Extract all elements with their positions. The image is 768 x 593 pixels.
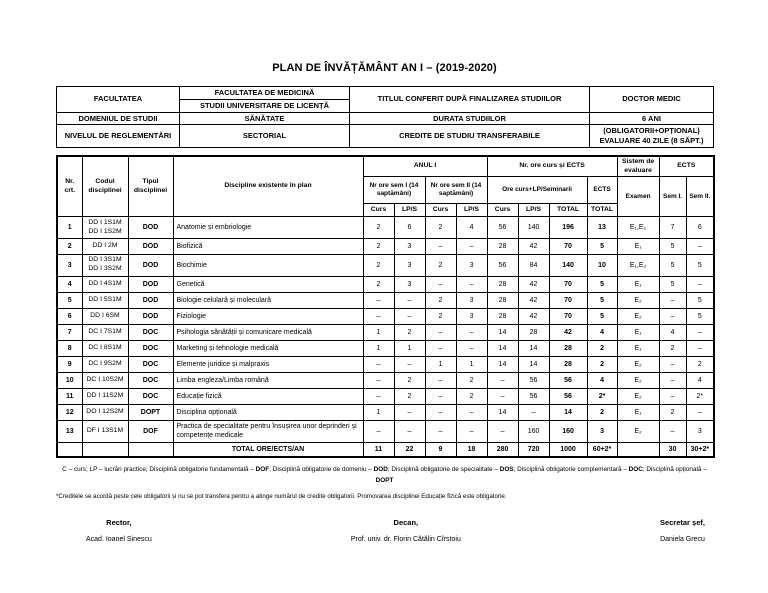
legend-abbreviation: DOS	[499, 466, 514, 474]
info-row-nivelul	[57, 125, 714, 148]
ects-sem2-cell: –	[686, 324, 714, 340]
examen-cell: E₁	[617, 276, 659, 292]
ore-curs-cell: 56	[487, 254, 518, 276]
legend-text: ; Disciplină obligatorie de specialitate –	[387, 466, 500, 474]
sem1-curs-cell: –	[363, 372, 394, 388]
examen-cell: E₁	[617, 404, 659, 420]
total-ore-lps: 720	[518, 442, 549, 457]
group-header-ects: ECTS	[659, 156, 714, 177]
sem1-curs-cell: 2	[363, 276, 394, 292]
sem2-lps-cell: –	[456, 276, 487, 292]
total-sem1: 30	[659, 442, 686, 457]
discipline-type-cell: DOC	[128, 340, 173, 356]
ore-total-cell: 28	[549, 356, 587, 372]
total-ects-total: 60+2*	[587, 442, 617, 457]
discipline-code-cell: DC I 8S1M	[82, 340, 128, 356]
facultatea-value-line1: FACULTATEA DE MEDICINĂ	[180, 87, 350, 100]
group-header-nr-ore-ects: Nr. ore curs și ECTS	[487, 156, 617, 177]
discipline-name-cell: Biologie celulară și moleculară	[173, 292, 363, 308]
ects-sem1-cell: –	[659, 292, 686, 308]
sem2-lps-cell: 2	[456, 372, 487, 388]
discipline-type-cell: DOF	[128, 420, 173, 442]
sem1-lps-cell: 1	[394, 340, 425, 356]
row-number-cell: 2	[57, 238, 82, 254]
table-row	[57, 254, 714, 276]
total-ore-total: 1000	[549, 442, 587, 457]
ects-sem1-cell: 4	[659, 324, 686, 340]
row-number-cell: 7	[57, 324, 82, 340]
rector-role: Rector,	[106, 518, 132, 528]
ore-total-cell: 56	[549, 388, 587, 404]
sem2-curs-cell: –	[425, 388, 456, 404]
col-header-ore-lps: LP/S	[518, 204, 549, 217]
total-ore-curs: 280	[487, 442, 518, 457]
sem2-curs-cell: –	[425, 404, 456, 420]
row-number-cell: 9	[57, 356, 82, 372]
sem2-curs-cell: 2	[425, 254, 456, 276]
total-s2-curs: 9	[425, 442, 456, 457]
decan-role: Decan,	[393, 518, 419, 528]
sem2-curs-cell: 1	[425, 356, 456, 372]
sem2-curs-cell: –	[425, 372, 456, 388]
ore-lps-cell: 42	[518, 276, 549, 292]
col-header-s1-curs: Curs	[363, 204, 394, 217]
total-label: TOTAL ORE/ECTS/AN	[173, 442, 363, 457]
ore-curs-cell: 56	[487, 217, 518, 239]
sem1-lps-cell: 3	[394, 238, 425, 254]
sem1-curs-cell: 2	[363, 217, 394, 239]
table-row	[57, 308, 714, 324]
discipline-name-cell: Marketing și tehnologie medicală	[173, 340, 363, 356]
ects-sem1-cell: 2	[659, 404, 686, 420]
discipline-code-cell: DD I 4S1M	[82, 276, 128, 292]
total-s1-lps: 22	[394, 442, 425, 457]
legend-abbreviation: DOD	[373, 466, 388, 474]
sem2-curs-cell: –	[425, 238, 456, 254]
total-row	[57, 442, 714, 457]
row-number-cell: 6	[57, 308, 82, 324]
credite-value	[590, 125, 714, 148]
ore-curs-cell: 14	[487, 404, 518, 420]
domeniul-value: SĂNĂTATE	[180, 112, 350, 125]
examen-cell: E₂	[617, 356, 659, 372]
sem1-lps-cell: –	[394, 404, 425, 420]
discipline-type-cell: DOD	[128, 292, 173, 308]
ore-total-cell: 140	[549, 254, 587, 276]
sem1-lps-cell: –	[394, 308, 425, 324]
ects-sem1-cell: 5	[659, 238, 686, 254]
discipline-name-cell: Anatomie și embriologie	[173, 217, 363, 239]
sem1-curs-cell: –	[363, 420, 394, 442]
ects-total-cell: 4	[587, 372, 617, 388]
examen-cell: E₁	[617, 340, 659, 356]
ore-lps-cell: 42	[518, 308, 549, 324]
credite-value-line1: (OBLIGATORII+OPȚIONAL)	[603, 126, 700, 136]
table-row	[57, 217, 714, 239]
sem2-curs-cell: –	[425, 324, 456, 340]
secretar-name: Daniela Grecu	[660, 536, 705, 544]
ects-sem2-cell: –	[686, 404, 714, 420]
discipline-type-cell: DOC	[128, 388, 173, 404]
signature-rector	[86, 518, 152, 543]
ore-curs-cell: 28	[487, 238, 518, 254]
discipline-code-cell: DC I 9S2M	[82, 356, 128, 372]
col-header-sem2-ore: Nr ore sem II (14 saptămâni)	[425, 177, 487, 204]
table-row	[57, 238, 714, 254]
credit-note: *Creditele se acordă peste cele obligatorii și nu se pot transfera pentru a atinge numărul de credite obligatorii. Promovarea disciplinei Educație fizică este obligatorie.	[56, 492, 507, 500]
sem2-lps-cell: –	[456, 420, 487, 442]
col-header-tip: Tipul disciplinei	[128, 156, 173, 217]
nivelul-label: NIVELUL DE REGLEMENTĂRI	[57, 125, 180, 148]
col-header-sem1-ore: Nr ore sem I (14 saptămâni)	[363, 177, 425, 204]
group-header-sistem-evaluare: Sistem de evaluare	[617, 156, 659, 177]
ore-curs-cell: 28	[487, 276, 518, 292]
col-header-examen: Examen	[617, 177, 659, 217]
legend-abbreviation: DOC	[628, 466, 643, 474]
table-row	[57, 388, 714, 404]
ore-total-cell: 70	[549, 238, 587, 254]
ects-total-cell: 3	[587, 420, 617, 442]
col-header-s2-curs: Curs	[425, 204, 456, 217]
facultatea-label: FACULTATEA	[57, 87, 180, 113]
examen-cell: E₂	[617, 292, 659, 308]
examen-cell: E₁	[617, 238, 659, 254]
col-header-ore-curs: Curs	[487, 204, 518, 217]
ore-lps-cell: 140	[518, 217, 549, 239]
table-row	[57, 404, 714, 420]
sem1-lps-cell: 2	[394, 372, 425, 388]
ore-lps-cell: 42	[518, 238, 549, 254]
ects-sem2-cell: 2	[686, 356, 714, 372]
discipline-code-cell: DD I 2M	[82, 238, 128, 254]
sem2-curs-cell: –	[425, 340, 456, 356]
table-row	[57, 420, 714, 442]
legend-abbreviation: DOPT	[375, 476, 394, 484]
ects-sem2-cell: 2*	[686, 388, 714, 404]
sem1-curs-cell: 2	[363, 238, 394, 254]
ore-lps-cell: 28	[518, 324, 549, 340]
ects-sem1-cell: 5	[659, 254, 686, 276]
header-row-groups	[57, 156, 714, 177]
discipline-name-cell: Limba engleza/Limba română	[173, 372, 363, 388]
sem1-curs-cell: –	[363, 292, 394, 308]
ore-lps-cell: 160	[518, 420, 549, 442]
signatures	[56, 518, 713, 543]
total-empty-cod	[82, 442, 128, 457]
info-row-domeniul	[57, 112, 714, 125]
examen-cell: E₁	[617, 324, 659, 340]
signature-decan	[351, 518, 461, 543]
table-row	[57, 292, 714, 308]
ects-sem1-cell: 5	[659, 276, 686, 292]
ore-curs-cell: –	[487, 388, 518, 404]
ects-sem2-cell: 3	[686, 420, 714, 442]
ects-total-cell: 5	[587, 276, 617, 292]
sem1-lps-cell: 2	[394, 388, 425, 404]
discipline-type-cell: DOPT	[128, 404, 173, 420]
sem2-curs-cell: –	[425, 276, 456, 292]
signature-secretar	[660, 518, 705, 543]
sem2-curs-cell: 2	[425, 292, 456, 308]
ore-curs-cell: 14	[487, 324, 518, 340]
total-empty-nr	[57, 442, 82, 457]
discipline-type-cell: DOC	[128, 356, 173, 372]
sem1-lps-cell: –	[394, 420, 425, 442]
sem2-lps-cell: –	[456, 340, 487, 356]
titlu-conferit-value: DOCTOR MEDIC	[590, 87, 714, 113]
row-number-cell: 3	[57, 254, 82, 276]
discipline-name-cell: Elemente juridice și malpraxis	[173, 356, 363, 372]
total-s2-lps: 18	[456, 442, 487, 457]
sem2-curs-cell: 2	[425, 308, 456, 324]
discipline-name-cell: Biochimie	[173, 254, 363, 276]
col-header-disciplina: Discipline existente în plan	[173, 156, 363, 217]
ects-sem2-cell: –	[686, 340, 714, 356]
examen-cell: E₂	[617, 372, 659, 388]
info-row-facultatea	[57, 87, 714, 100]
legend-text: ; Disciplină obligatorie complementară –	[513, 466, 629, 474]
legend-abbreviation: DOF	[255, 466, 270, 474]
page-title: PLAN DE ÎNVĂȚĂMÂNT AN I – (2019-2020)	[272, 62, 497, 74]
examen-cell: E₂	[617, 388, 659, 404]
credite-value-line2: EVALUARE 40 ZILE (8 SĂPT.)	[599, 136, 704, 145]
examen-cell: E₁,E₂	[617, 254, 659, 276]
sem2-lps-cell: –	[456, 238, 487, 254]
durata-value: 6 ANI	[590, 112, 714, 125]
ects-sem2-cell: 5	[686, 254, 714, 276]
col-header-s1-lps: LP/S	[394, 204, 425, 217]
sem2-lps-cell: –	[456, 404, 487, 420]
discipline-code-cell: DD I 11S2M	[82, 388, 128, 404]
ects-sem2-cell: 5	[686, 308, 714, 324]
discipline-code-cell: DD I 5S1M	[82, 292, 128, 308]
table-row	[57, 340, 714, 356]
discipline-type-cell: DOD	[128, 276, 173, 292]
row-number-cell: 1	[57, 217, 82, 239]
sem1-lps-cell: –	[394, 292, 425, 308]
ore-curs-cell: –	[487, 372, 518, 388]
ects-total-cell: 5	[587, 308, 617, 324]
sem2-lps-cell: 3	[456, 292, 487, 308]
discipline-name-cell: Psihologia sănătății și comunicare medicală	[173, 324, 363, 340]
ects-sem1-cell: –	[659, 388, 686, 404]
ore-lps-cell: 56	[518, 372, 549, 388]
titlu-conferit-label: TITLUL CONFERIT DUPĂ FINALIZAREA STUDIILOR	[350, 87, 590, 113]
ects-total-cell: 5	[587, 238, 617, 254]
discipline-name-cell: Genetică	[173, 276, 363, 292]
ore-lps-cell: 14	[518, 356, 549, 372]
row-number-cell: 5	[57, 292, 82, 308]
col-header-ects-mid: ECTS	[587, 177, 617, 204]
ore-lps-cell: 14	[518, 340, 549, 356]
nivelul-value: SECTORIAL	[180, 125, 350, 148]
discipline-type-cell: DOD	[128, 217, 173, 239]
discipline-name-cell: Biofizică	[173, 238, 363, 254]
ects-sem2-cell: 4	[686, 372, 714, 388]
discipline-type-cell: DOD	[128, 254, 173, 276]
ects-total-cell: 2*	[587, 388, 617, 404]
sem1-lps-cell: 6	[394, 217, 425, 239]
ects-sem1-cell: –	[659, 372, 686, 388]
ects-total-cell: 2	[587, 404, 617, 420]
col-header-sem1: Sem I.	[659, 177, 686, 217]
decan-name: Prof. univ. dr. Florin Cătălin Cîrstoiu	[350, 536, 461, 544]
total-s1-curs: 11	[363, 442, 394, 457]
ore-total-cell: 56	[549, 372, 587, 388]
discipline-name-cell: Disciplina opțională	[173, 404, 363, 420]
discipline-code-cell: DF I 13S1M	[82, 420, 128, 442]
table-row	[57, 356, 714, 372]
ore-curs-cell: 14	[487, 356, 518, 372]
sem1-curs-cell: –	[363, 308, 394, 324]
row-number-cell: 4	[57, 276, 82, 292]
sem1-curs-cell: 2	[363, 254, 394, 276]
col-header-cod: Codul disciplinei	[82, 156, 128, 217]
row-number-cell: 10	[57, 372, 82, 388]
credite-label: CREDITE DE STUDIU TRANSFERABILE	[350, 125, 590, 148]
ects-sem2-cell: 6	[686, 217, 714, 239]
sem1-lps-cell: –	[394, 356, 425, 372]
secretar-role: Secretar șef,	[659, 518, 705, 528]
col-header-s2-lps: LP/S	[456, 204, 487, 217]
legend-text: C – curs; LP – lucrări practice; Disciplină obligatorie fundamentală –	[62, 466, 256, 474]
ore-total-cell: 160	[549, 420, 587, 442]
sem2-lps-cell: –	[456, 324, 487, 340]
sem2-curs-cell: 2	[425, 217, 456, 239]
domeniul-label: DOMENIUL DE STUDII	[57, 112, 180, 125]
table-row	[57, 324, 714, 340]
col-header-nr-crt: Nr. crt.	[57, 156, 82, 217]
discipline-code-cell: DD I 6SM	[82, 308, 128, 324]
discipline-code-cell: DC I 7S1M	[82, 324, 128, 340]
ects-total-cell: 2	[587, 356, 617, 372]
ects-sem1-cell: –	[659, 356, 686, 372]
ore-curs-cell: 14	[487, 340, 518, 356]
legend-text: ; Disciplină opțională –	[642, 466, 707, 474]
col-header-ore-total: TOTAL	[549, 204, 587, 217]
ects-total-cell: 5	[587, 292, 617, 308]
sem2-lps-cell: 3	[456, 254, 487, 276]
ore-total-cell: 70	[549, 276, 587, 292]
durata-label: DURATA STUDIILOR	[350, 112, 590, 125]
total-examen	[617, 442, 659, 457]
discipline-name-cell: Educație fizică	[173, 388, 363, 404]
row-number-cell: 13	[57, 420, 82, 442]
table-row	[57, 276, 714, 292]
total-sem2: 30+2*	[686, 442, 714, 457]
ore-lps-cell: –	[518, 404, 549, 420]
sem2-lps-cell: 4	[456, 217, 487, 239]
discipline-code-cell: DD I 1S1M DD I 1S2M	[82, 217, 128, 239]
discipline-type-cell: DOD	[128, 238, 173, 254]
row-number-cell: 8	[57, 340, 82, 356]
ore-total-cell: 196	[549, 217, 587, 239]
examen-cell: E₁,E₂	[617, 217, 659, 239]
discipline-code-cell: DC I 10S2M	[82, 372, 128, 388]
ects-total-cell: 13	[587, 217, 617, 239]
ore-lps-cell: 42	[518, 292, 549, 308]
discipline-code-cell: DD I 3S1M DD I 3S2M	[82, 254, 128, 276]
sem1-curs-cell: 1	[363, 324, 394, 340]
ects-sem1-cell: –	[659, 420, 686, 442]
ects-total-cell: 4	[587, 324, 617, 340]
ore-total-cell: 14	[549, 404, 587, 420]
rector-name: Acad. Ioanel Sinescu	[86, 536, 152, 544]
group-header-anul-1: ANUL I	[363, 156, 487, 177]
ects-sem1-cell: 2	[659, 340, 686, 356]
examen-cell: E₂	[617, 308, 659, 324]
sem1-curs-cell: –	[363, 388, 394, 404]
discipline-type-cell: DOD	[128, 308, 173, 324]
facultatea-value-line2: STUDII UNIVERSITARE DE LICENȚĂ	[180, 99, 350, 112]
ects-total-cell: 10	[587, 254, 617, 276]
sem1-curs-cell: –	[363, 356, 394, 372]
col-header-ore-curs-lp: Ore curs+LP/Seminarii	[487, 177, 587, 204]
curriculum-table	[56, 155, 715, 459]
ore-total-cell: 42	[549, 324, 587, 340]
legend-note	[56, 465, 713, 486]
ore-curs-cell: –	[487, 420, 518, 442]
sem2-lps-cell: 2	[456, 388, 487, 404]
curriculum-table-head	[57, 156, 714, 217]
ore-total-cell: 28	[549, 340, 587, 356]
ects-sem2-cell: 5	[686, 292, 714, 308]
col-header-sem2: Sem II.	[686, 177, 714, 217]
ore-lps-cell: 84	[518, 254, 549, 276]
ects-sem2-cell: –	[686, 238, 714, 254]
ects-sem2-cell: –	[686, 276, 714, 292]
discipline-name-cell: Fiziologie	[173, 308, 363, 324]
ects-sem1-cell: –	[659, 308, 686, 324]
ects-sem1-cell: 7	[659, 217, 686, 239]
sem1-curs-cell: 1	[363, 404, 394, 420]
sem2-lps-cell: 3	[456, 308, 487, 324]
ore-lps-cell: 56	[518, 388, 549, 404]
table-row	[57, 372, 714, 388]
curriculum-table-body	[57, 217, 714, 443]
total-empty-tip	[128, 442, 173, 457]
ore-curs-cell: 28	[487, 292, 518, 308]
ects-total-cell: 2	[587, 340, 617, 356]
examen-cell: E₂	[617, 420, 659, 442]
discipline-type-cell: DOC	[128, 324, 173, 340]
discipline-code-cell: DO I 12S2M	[82, 404, 128, 420]
ore-total-cell: 70	[549, 308, 587, 324]
sem1-lps-cell: 2	[394, 324, 425, 340]
row-number-cell: 12	[57, 404, 82, 420]
ore-curs-cell: 28	[487, 308, 518, 324]
sem1-curs-cell: 1	[363, 340, 394, 356]
ore-total-cell: 70	[549, 292, 587, 308]
discipline-type-cell: DOC	[128, 372, 173, 388]
row-number-cell: 11	[57, 388, 82, 404]
discipline-name-cell: Practica de specialitate pentru însușirea unor deprinderi și competențe medicale	[173, 420, 363, 442]
sem1-lps-cell: 3	[394, 254, 425, 276]
sem2-curs-cell: –	[425, 420, 456, 442]
sem2-lps-cell: 1	[456, 356, 487, 372]
sem1-lps-cell: 3	[394, 276, 425, 292]
legend-text: ; Disciplină obligatorie de domeniu –	[269, 466, 374, 474]
col-header-ects-total: TOTAL	[587, 204, 617, 217]
info-table	[56, 86, 714, 148]
